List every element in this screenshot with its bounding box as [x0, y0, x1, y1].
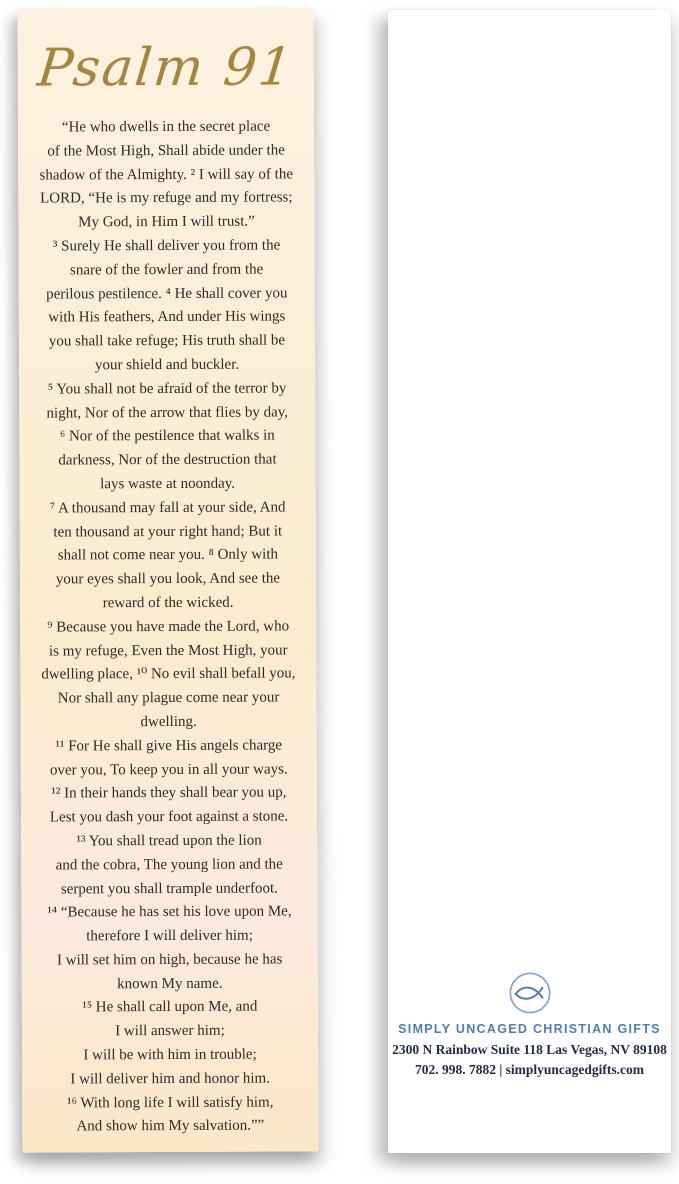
back-content-block [388, 970, 671, 1079]
company-name: SIMPLY UNCAGED CHRISTIAN GIFTS [398, 1022, 661, 1036]
company-address: 2300 N Rainbow Suite 118 Las Vegas, NV 89108 [392, 1042, 667, 1057]
company-phone-website: 702. 998. 7882 | simplyuncagedgifts.com [414, 1062, 645, 1077]
ichthys-fish-circle-icon [507, 970, 553, 1016]
bookmark-back [388, 10, 671, 1153]
bookmark-front [18, 7, 319, 1152]
psalm-verse-text: “He who dwells in the secret place of the Most High, Shall abide under the shadow of the Almighty. ² I will say of the LORD, “He is my refuge and my fortress; My God, in Him I will trust.” ³ Surely He shall deliver you from the snare of the fowler and from the perilous pestilence. ⁴ He shall cover you with His feathers, And under His wings you shall take refuge; His truth shall be your shield and buckler. ⁵ You shall not be afraid of the terror by night, Nor of the arrow that flies by day, ⁶ Nor of the pestilence that walks in darkness, Nor of the destruction that lays waste at noonday. ⁷ A thousand may fall at your side, And ten thousand at your right hand; But it shall not come near you. ⁸ Only with your eyes shall you look, And see the reward of the wicked. ⁹ Because you have made the Lord, who is my refuge, Even the Most High, your dwelling place, ¹⁰ No evil shall befall you, Nor shall any plague come near your dwelling. ¹¹ For He shall give His angels charge over you, To keep you in all your ways. ¹² In their hands they shall bear you up, Lest you dash your foot against a stone. ¹³ You shall tread upon the lion and the cobra, The young lion and the serpent you shall trample underfoot. ¹⁴ “Because he has set his love upon Me, therefore I will deliver him; I will set him on high, because he has known My name. ¹⁵ He shall call upon Me, and I will answer him; I will be with him in trouble; I will deliver him and honor him. ¹⁶ With long life I will satisfy him, And show him My salvation.”” [39, 118, 296, 1135]
psalm-title: Psalm 91 [34, 37, 297, 99]
